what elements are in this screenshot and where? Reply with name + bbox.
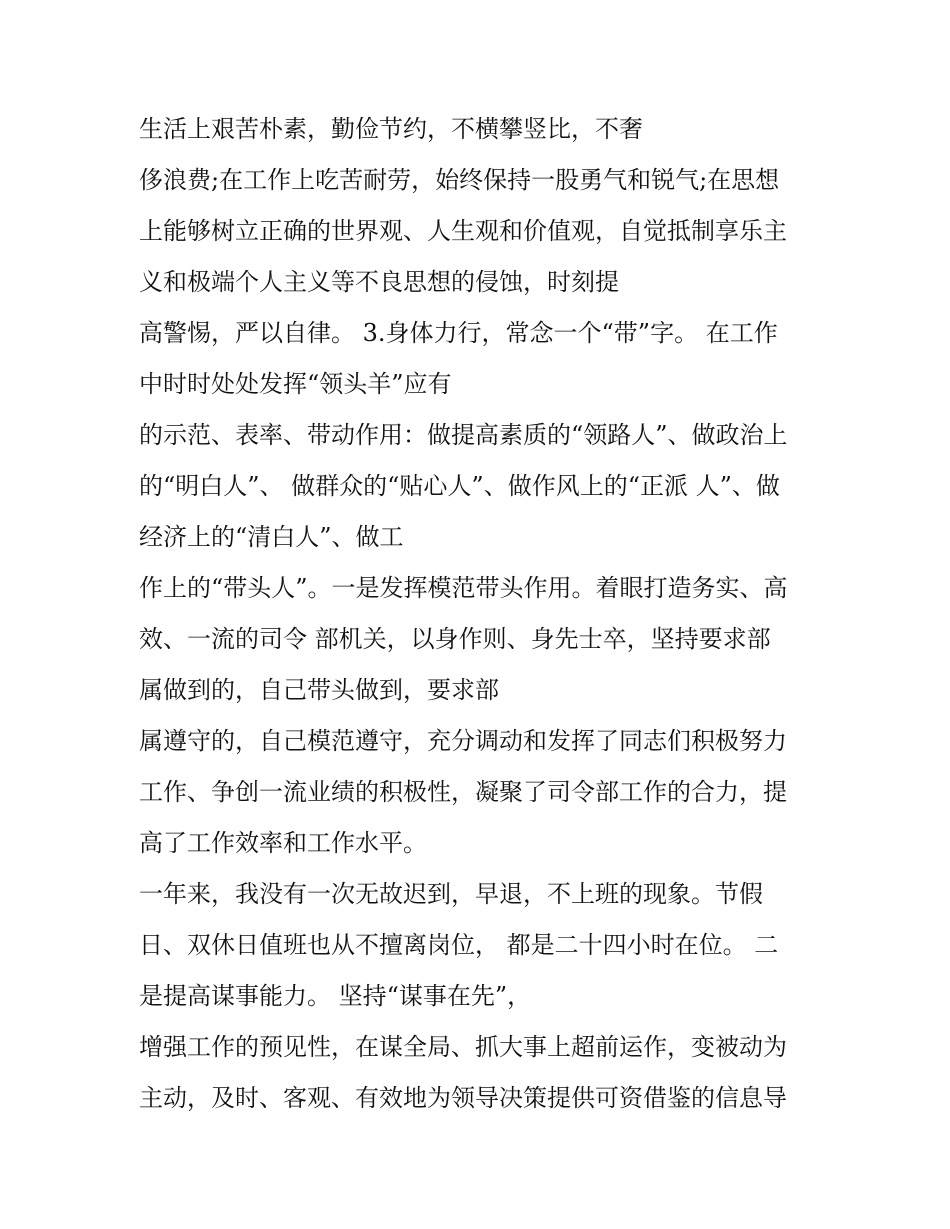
text-line: 上能够树立正确的世界观、人生观和价值观，自觉抵制享乐主 (139, 217, 787, 245)
text-line: 高了工作效率和工作水平。 (139, 829, 427, 857)
text-line: 日、双休日值班也从不擅离岗位， 都是二十四小时在位。 二 (139, 931, 779, 959)
text-line: 效、一流的司令 部机关，以身作则、身先士卒，坚持要求部 (139, 625, 771, 653)
text-line: 义和极端个人主义等不良思想的侵蚀，时刻提 (139, 268, 619, 296)
text-line: 作上的“带头人”。一是发挥模范带头作用。着眼打造务实、高 (139, 574, 788, 602)
text-line: 增强工作的预见性，在谋全局、抓大事上超前运作，变被动为 (139, 1033, 787, 1061)
text-line: 高警惕，严以自律。 3.身体力行，常念一个“带”字。 在工作 (139, 319, 778, 347)
text-line: 经济上的“清白人”、做工 (139, 523, 404, 551)
text-line: 的“明白人”、 做群众的“贴心人”、做作风上的“正派 人”、做 (139, 472, 780, 500)
text-line: 的示范、表率、带动作用：做提高素质的“领路人”、做政治上 (139, 421, 788, 449)
text-line: 生活上艰苦朴素，勤俭节约，不横攀竖比，不奢 (139, 115, 643, 143)
text-line: 中时时处处发挥“领头羊”应有 (139, 370, 452, 398)
text-line: 侈浪费;在工作上吃苦耐劳，始终保持一股勇气和锐气;在思想 (139, 166, 780, 194)
text-line: 工作、争创一流业绩的积极性，凝聚了司令部工作的合力，提 (139, 778, 787, 806)
text-line: 是提高谋事能力。 坚持“谋事在先”， (139, 982, 532, 1010)
text-line: 一年来，我没有一次无故迟到，早退，不上班的现象。节假 (139, 880, 763, 908)
text-line: 属做到的，自己带头做到，要求部 (139, 676, 499, 704)
text-line: 主动，及时、客观、有效地为领导决策提供可资借鉴的信息导 (139, 1084, 787, 1112)
text-line: 属遵守的，自己模范遵守，充分调动和发挥了同志们积极努力 (139, 727, 787, 755)
